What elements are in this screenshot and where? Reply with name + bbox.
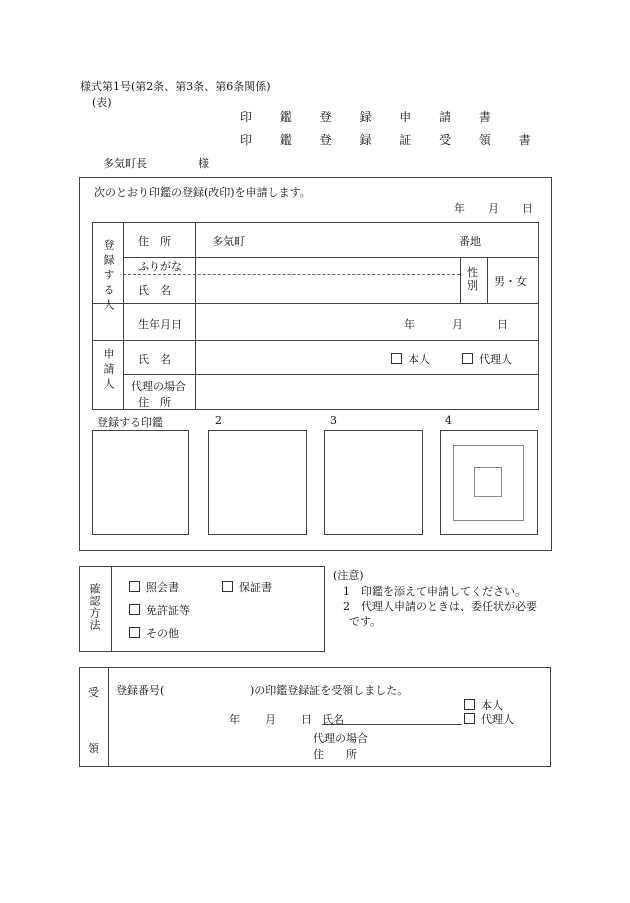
receipt-year: 年 [229, 713, 240, 726]
registrant-label: 登録する人 [102, 239, 115, 314]
birthdate-day: 日 [497, 318, 508, 331]
note-2-cont: です。 [349, 615, 382, 628]
seal-number-2: 2 [215, 414, 222, 427]
checkbox-icon [129, 581, 140, 592]
checkbox-icon [464, 699, 475, 710]
name-field[interactable] [197, 276, 459, 302]
birthdate-label: 生年月日 [138, 318, 182, 331]
application-date-month: 月 [488, 202, 499, 215]
address-field[interactable]: 多気町 [212, 235, 245, 248]
form-side: (表) [92, 96, 112, 109]
receipt-proxy-address-label: 住 所 [313, 748, 357, 761]
checkbox-icon [129, 627, 140, 638]
application-intro: 次のとおり印鑑の登録(改印)を申請します。 [94, 186, 311, 199]
option-guarantee[interactable]: 保証書 [222, 579, 272, 595]
receipt-name-line [322, 724, 462, 725]
addressee: 多気町長 [103, 157, 147, 170]
form-title: 印 鑑 登 録 申 請 書 [240, 110, 503, 124]
registration-number-field[interactable] [172, 680, 250, 694]
proxy-checkbox[interactable]: 代理人 [462, 351, 512, 367]
birthdate-month: 月 [452, 318, 463, 331]
seal-box-3[interactable] [324, 430, 423, 535]
name-label: 氏 名 [138, 284, 171, 297]
seal-number-3: 3 [330, 414, 337, 427]
note-1: 1 印鑑を添えて申請してください。 [343, 585, 526, 598]
banchi-label: 番地 [459, 235, 481, 248]
seal-number-4: 4 [445, 414, 452, 427]
furigana-label: ふりがな [138, 260, 182, 273]
seal-frame-inner [474, 467, 502, 497]
receipt-month: 月 [265, 713, 276, 726]
checkbox-icon [462, 353, 473, 364]
receipt-day: 日 [301, 713, 312, 726]
application-date-day: 日 [522, 202, 533, 215]
receipt-label-bottom: 領 [88, 742, 99, 755]
receipt-sentence-end: )の印鑑登録証を受領しました。 [250, 684, 409, 697]
self-checkbox[interactable]: 本人 [391, 351, 430, 367]
note-2: 2 代理人申請のときは、委任状が必要 [343, 600, 537, 613]
seal-box-1[interactable] [92, 430, 189, 535]
seal-label: 登録する印鑑 [97, 416, 163, 429]
application-date-year: 年 [454, 202, 465, 215]
confirmation-section [79, 566, 325, 652]
checkbox-icon [391, 353, 402, 364]
receipt-proxy-checkbox[interactable]: 代理人 [464, 711, 514, 727]
option-other[interactable]: その他 [129, 625, 179, 641]
confirmation-label: 確認方法 [88, 583, 101, 631]
proxy-address-label: 住 所 [138, 396, 171, 409]
birthdate-year: 年 [404, 318, 415, 331]
receipt-proxy-case-label: 代理の場合 [313, 732, 368, 745]
receipt-self-checkbox[interactable]: 本人 [464, 697, 503, 713]
receipt-name-label: 氏名 [322, 713, 344, 726]
checkbox-icon [464, 713, 475, 724]
form-number: 様式第1号(第2条、第3条、第6条関係) [80, 80, 271, 93]
seal-box-2[interactable] [208, 430, 307, 535]
receipt-sentence-start: 登録番号( [116, 684, 165, 697]
receipt-label-top: 受 [88, 686, 99, 699]
sex-label: 性別 [467, 266, 478, 292]
notes-heading: (注意) [333, 569, 364, 582]
form-subtitle: 印 鑑 登 録 証 受 領 書 [240, 133, 543, 147]
applicant-name-label: 氏 名 [138, 353, 171, 366]
applicant-label: 申請人 [102, 348, 115, 393]
proxy-case-label: 代理の場合 [131, 380, 186, 393]
sex-value[interactable]: 男・女 [494, 275, 527, 288]
honorific: 様 [198, 157, 209, 170]
checkbox-icon [129, 604, 140, 615]
option-inquiry[interactable]: 照会書 [129, 579, 179, 595]
checkbox-icon [222, 581, 233, 592]
address-label: 住 所 [138, 235, 171, 248]
option-license[interactable]: 免許証等 [129, 602, 190, 618]
